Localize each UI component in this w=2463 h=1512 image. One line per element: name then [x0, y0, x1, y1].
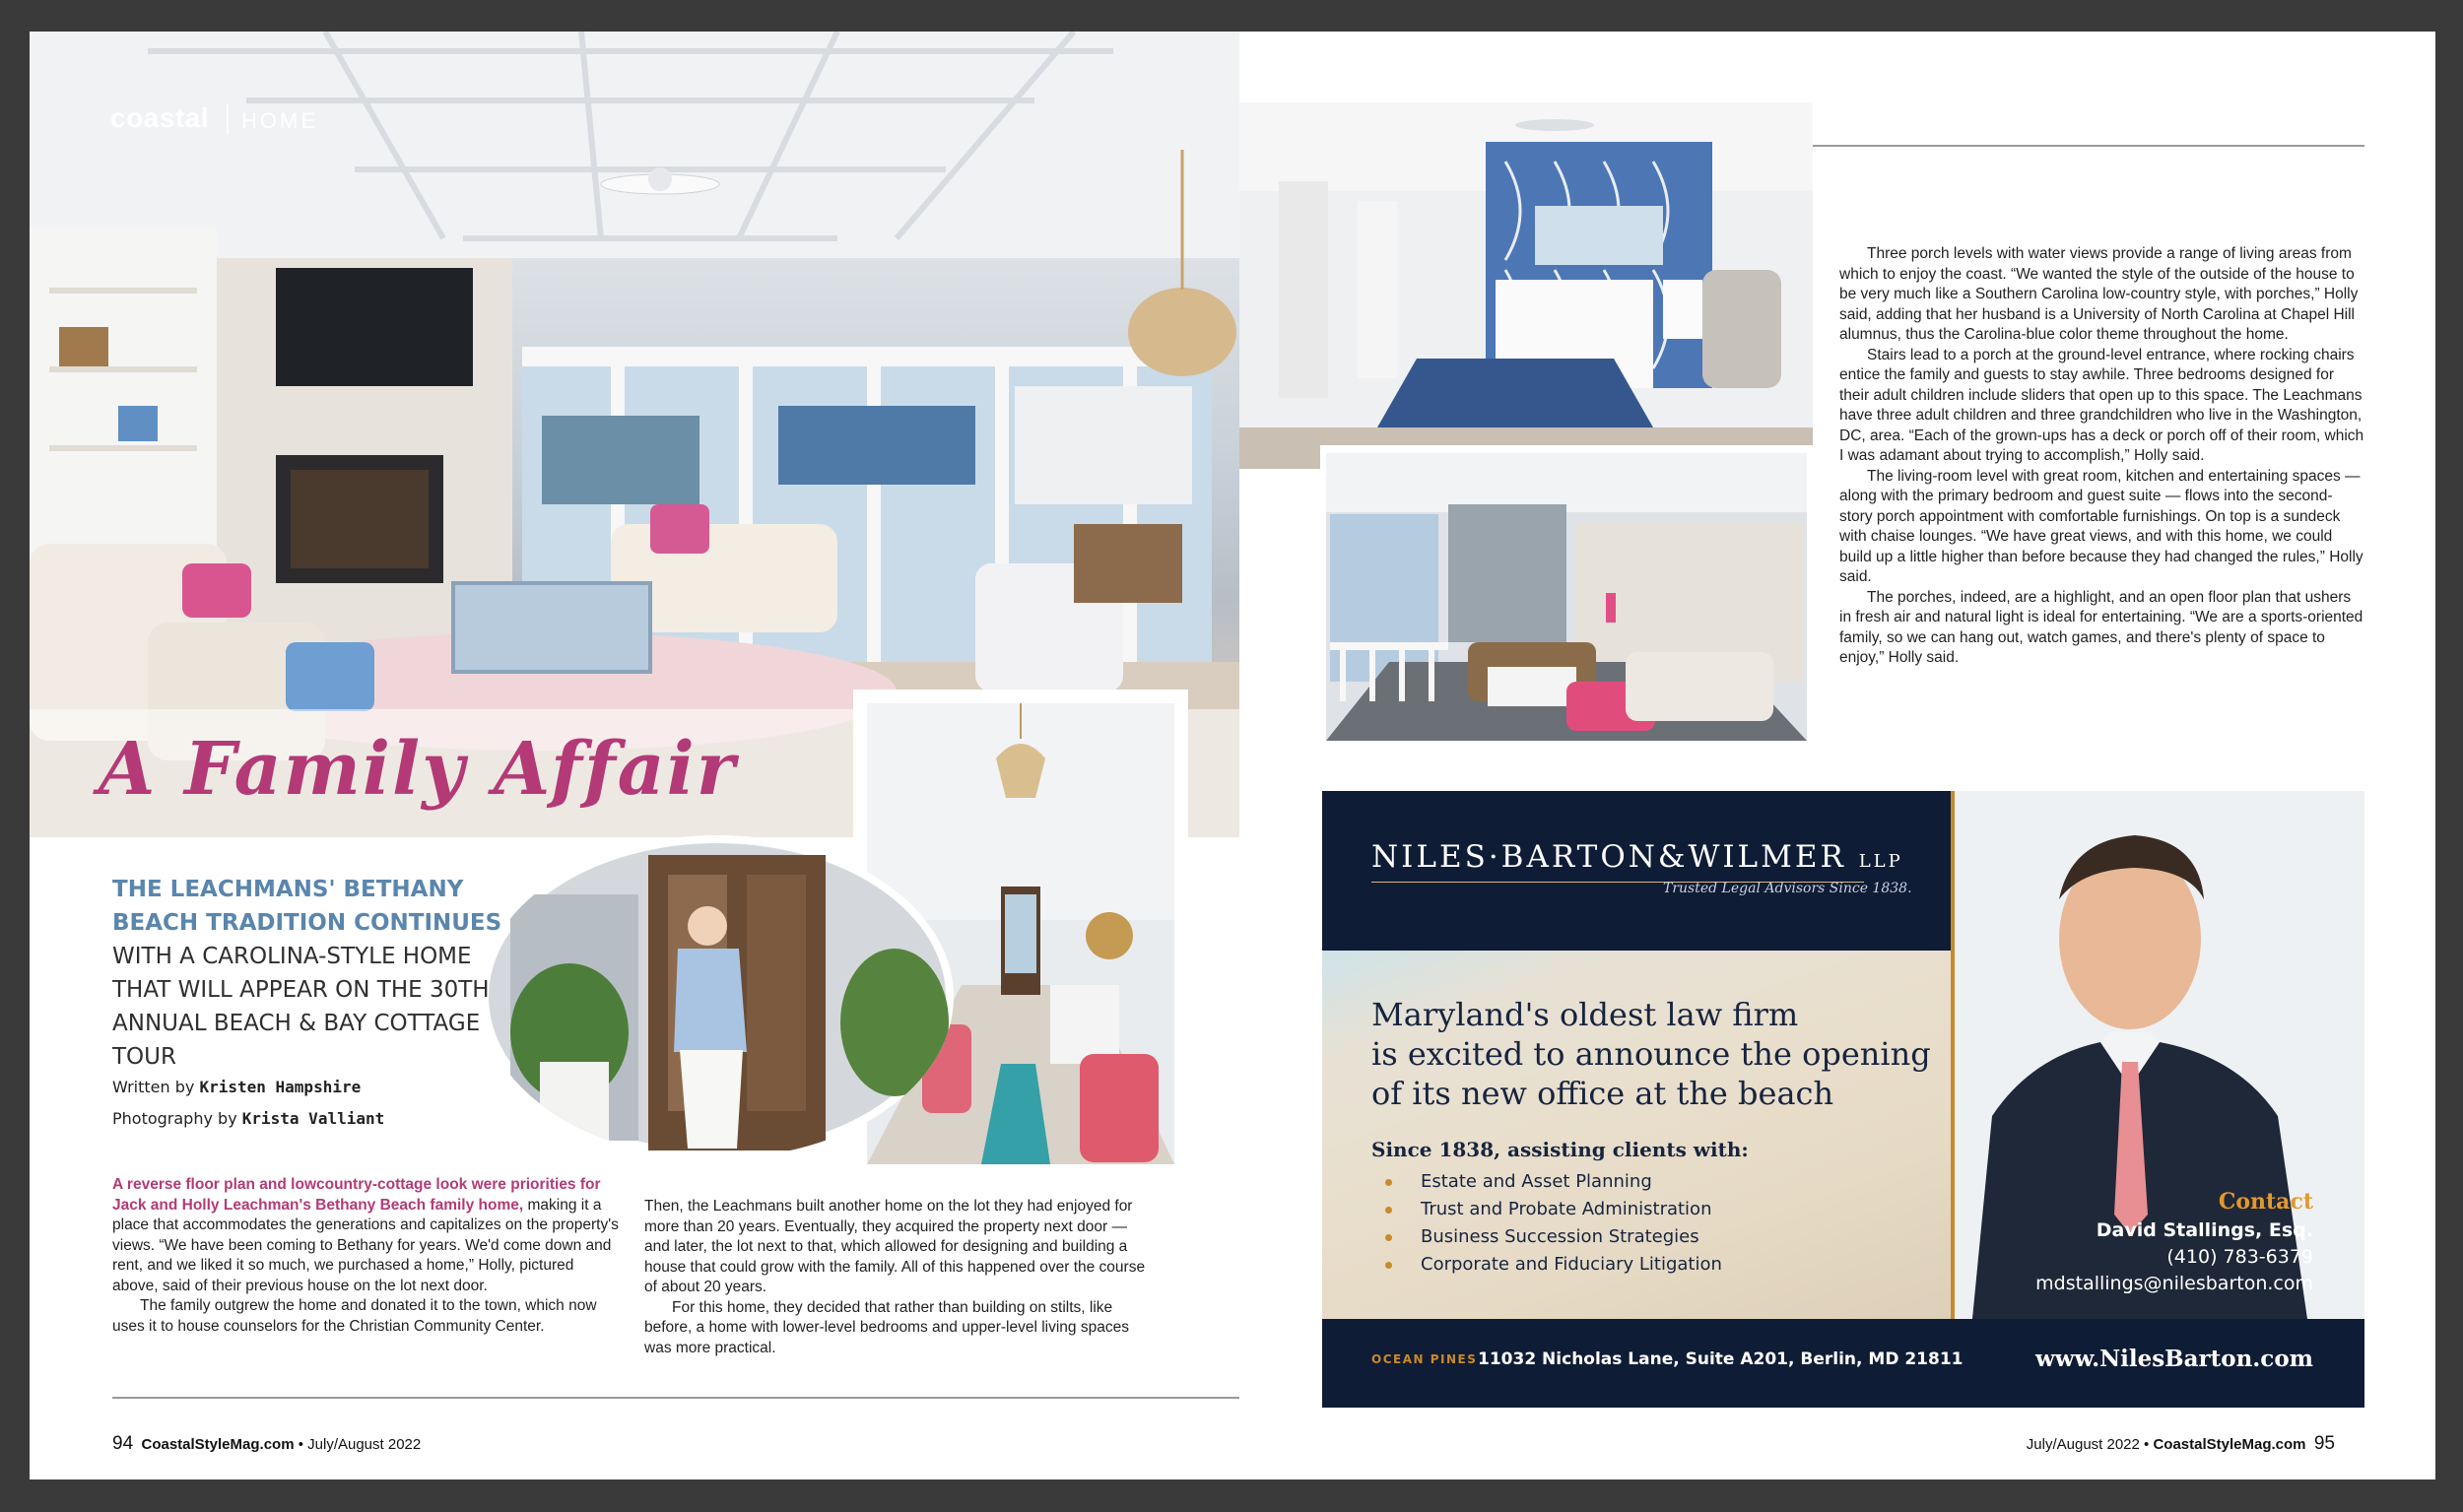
ad-headline — [1371, 995, 1943, 1113]
ad-headline-line: of its new office at the beach — [1371, 1075, 1834, 1112]
footer-rule-left — [112, 1397, 1239, 1399]
ad-service-item — [1371, 1251, 1722, 1279]
ad-service-item — [1371, 1223, 1722, 1251]
paragraph: For this home, they decided that rather than building on stilts, like before, a home with lower-level bedrooms and upper-level living spaces was more practical. — [644, 1298, 1129, 1356]
ad-services-list — [1371, 1168, 1722, 1279]
body-column-right — [1839, 244, 2364, 669]
deck-highlight: THE LEACHMANS' BETHANY BEACH TRADITION CONTINUES — [112, 877, 502, 936]
homeowner-oval-photo — [481, 835, 954, 1158]
paragraph: The family outgrew the home and donated it to the town, which now uses it to house counselors for the Christian Community Center. — [112, 1297, 597, 1335]
photography-by-label: Photography by — [112, 1109, 237, 1128]
paragraph: Three porch levels with water views provide a range of living areas from which to enjoy the coast. “We wanted the style of the outside of the house to be very much like a Southern Carolina low-country style, with porches,” Holly said, adding that her husband is a University of North Carolina at Chapel Hill alumnus, thus the Carolina-blue color theme throughout the home. — [1839, 245, 2359, 343]
bedroom-photo — [1239, 102, 1813, 469]
ad-service-label: Estate and Asset Planning — [1421, 1171, 1652, 1192]
ad-headline-line: Maryland's oldest law firm — [1371, 996, 1799, 1033]
folio-right — [1970, 1433, 2335, 1455]
folio-issue: July/August 2022 — [307, 1436, 422, 1453]
paragraph: The porches, indeed, are a highlight, and an open floor plan that ushers in fresh air and natural light is ideal for entertaining. “We are a sports-oriented family, so we can hang out, watch games, and there's plenty of space to enjoy,” Holly said. — [1839, 588, 2363, 666]
ad-logo-suffix: LLP — [1858, 851, 1903, 872]
contact-email[interactable]: mdstallings@nilesbarton.com — [2035, 1273, 2313, 1294]
brand-divider — [227, 104, 229, 134]
page-number: 95 — [2313, 1433, 2335, 1454]
lead-paragraph: A reverse floor plan and lowcountry-cottage look were priorities for Jack and Holly Leachman's Bethany Beach family home, — [112, 1176, 601, 1214]
contact-heading: Contact — [2218, 1189, 2313, 1215]
contact-phone[interactable]: (410) 783-6379 — [2166, 1246, 2313, 1268]
ad-service-item — [1371, 1168, 1722, 1196]
bullet-icon — [1385, 1179, 1392, 1186]
folio-site: CoastalStyleMag.com — [2153, 1436, 2306, 1453]
ad-services-heading: Since 1838, assisting clients with: — [1371, 1138, 1749, 1161]
ad-tagline: Trusted Legal Advisors Since 1838. — [1663, 881, 1912, 896]
paragraph: Then, the Leachmans built another home on the lot they had enjoyed for more than 20 years. Eventually, they acquired the property next door — and later, the lot next to that, which allowed for designing and building a house that could grow with the family. All of this happened over the course of about 20 years. — [644, 1198, 1146, 1295]
bullet-icon — [1385, 1262, 1392, 1269]
porch-photo — [1320, 445, 1813, 747]
photographer-byline — [112, 1109, 384, 1128]
paragraph: Stairs lead to a porch at the ground-level entrance, where rocking chairs entice the family and guests to stay awhile. Three bedrooms designed for their adult children include sliders that open up to this space. The Leachmans have three adult children and three grandchildren who live in the Washington, DC, area. “Each of the grown-ups has a deck or porch off of their room, which I was adamant about trying to accomplish,” Holly said. — [1839, 346, 2364, 464]
article-title: A Family Affair — [99, 727, 737, 812]
paragraph: The living-room level with great room, kitchen and entertaining spaces — along with the primary bedroom and guest suite — flows into the second-story porch appointment with comfortable furnishings. On top is a sundeck with chaise lounges. “We have great views, and with this home, we could build up a little higher than before because they had changed the rules,” Holly said. — [1839, 467, 2363, 585]
section-label: HOME — [241, 108, 318, 133]
folio-site: CoastalStyleMag.com — [141, 1436, 295, 1453]
deck-text: WITH A CAROLINA-STYLE HOME THAT WILL APPEAR ON THE 30TH ANNUAL BEACH & BAY COTTAGE TOUR — [112, 944, 490, 1070]
ad-service-item — [1371, 1196, 1722, 1223]
brand-logo: coastal — [110, 102, 209, 133]
folio-issue: July/August 2022 — [2026, 1436, 2140, 1453]
body-column-2 — [644, 1197, 1147, 1358]
page-number: 94 — [112, 1433, 134, 1454]
ad-website-link[interactable]: www.NilesBarton.com — [2034, 1346, 2313, 1372]
ad-service-label: Corporate and Fiduciary Litigation — [1421, 1254, 1722, 1275]
bullet-icon — [1385, 1207, 1392, 1214]
ad-location-label: OCEAN PINES — [1371, 1352, 1478, 1366]
writer-byline — [112, 1078, 361, 1096]
written-by-label: Written by — [112, 1078, 195, 1096]
paragraph: making it a place that accommodates the generations and capitalizes on the property's views. “We have been coming to Bethany for years. We'd come down and rent, and we liked it so much, we purchased a home,” Holly, pictured above, said of their previous house on the lot next door. — [112, 1196, 619, 1294]
folio-bullet: • — [2144, 1436, 2150, 1453]
ad-service-label: Business Succession Strategies — [1421, 1226, 1699, 1247]
ad-address: 11032 Nicholas Lane, Suite A201, Berlin, MD 21811 — [1478, 1349, 1964, 1369]
ad-logo-text: NILES·BARTON&WILMER — [1371, 839, 1846, 875]
folio-left — [112, 1433, 421, 1455]
body-column-1 — [112, 1175, 623, 1337]
photographer-name: Krista Valliant — [241, 1109, 385, 1128]
header-rule — [1813, 145, 2364, 147]
ad-service-label: Trust and Probate Administration — [1421, 1199, 1712, 1219]
article-deck — [112, 873, 526, 1074]
folio-bullet: • — [298, 1436, 303, 1453]
writer-name: Kristen Hampshire — [199, 1078, 362, 1096]
ad-logo — [1371, 839, 1903, 875]
ad-headline-line: is excited to announce the opening — [1371, 1035, 1931, 1073]
contact-name: David Stallings, Esq. — [2096, 1219, 2313, 1241]
bullet-icon — [1385, 1234, 1392, 1241]
